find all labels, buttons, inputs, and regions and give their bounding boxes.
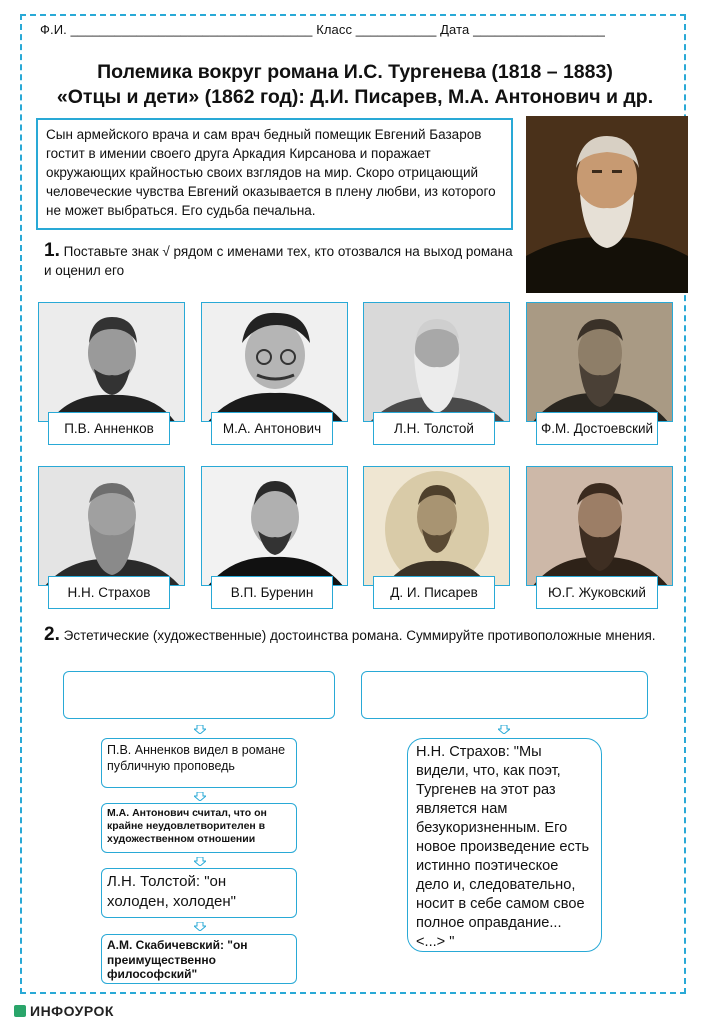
summary-right-input[interactable] bbox=[361, 671, 648, 719]
dostoevsky-portrait bbox=[526, 302, 673, 422]
class-label: Класс bbox=[316, 22, 353, 37]
intro-text-box: Сын армейского врача и сам врач бедный помещик Евгений Базаров гостит в имении своего друга Аркадия Кирсанова и поражает окружающих крайностью своих взглядов на мир. Скоро отрицающий человеческие чувства Евгений оказывается в плену любви, из которого не может выбраться. Его судьба печальна. bbox=[36, 118, 513, 230]
critic-name-label[interactable]: Д. И. Писарев bbox=[373, 576, 495, 609]
critic-name-label[interactable]: Ю.Г. Жуковский bbox=[536, 576, 658, 609]
critic-card-strakhov bbox=[38, 466, 185, 600]
task-2 bbox=[44, 625, 674, 645]
strakhov-portrait bbox=[38, 466, 185, 586]
pisarev-portrait bbox=[363, 466, 510, 586]
date-field[interactable]: __________________ bbox=[473, 22, 606, 37]
down-arrow-icon bbox=[194, 857, 206, 866]
critic-name-label[interactable]: Н.Н. Страхов bbox=[48, 576, 170, 609]
down-arrow-icon bbox=[194, 792, 206, 801]
task-2-number: 2. bbox=[44, 624, 60, 645]
critic-card-dostoevsky bbox=[526, 302, 673, 436]
page-title bbox=[30, 60, 680, 110]
tolstoy-portrait bbox=[363, 302, 510, 422]
zhukovsky-portrait bbox=[526, 466, 673, 586]
opinion-antonovich: М.А. Антонович считал, что он крайне неудовлетворителен в художественном отношении bbox=[101, 803, 297, 853]
summary-left-input[interactable] bbox=[63, 671, 335, 719]
down-arrow-icon bbox=[194, 922, 206, 931]
opinion-tolstoy: Л.Н. Толстой: "он холоден, холоден" bbox=[101, 868, 297, 918]
opinion-annenkov: П.В. Анненков видел в романе публичную проповедь bbox=[101, 738, 297, 788]
critic-card-annenkov bbox=[38, 302, 185, 436]
task-1-text: Поставьте знак √ рядом с именами тех, кто отозвался на выход романа и оценил его bbox=[44, 244, 513, 278]
critic-name-label[interactable]: М.А. Антонович bbox=[211, 412, 333, 445]
burenin-portrait bbox=[201, 466, 348, 586]
critic-card-antonovich bbox=[201, 302, 348, 436]
logo-text: ИНФОУРОК bbox=[30, 1003, 114, 1019]
student-info-line bbox=[40, 22, 670, 37]
down-arrow-icon bbox=[194, 725, 206, 734]
task-1 bbox=[44, 241, 514, 280]
critic-card-pisarev bbox=[363, 466, 510, 600]
infourok-logo bbox=[14, 1003, 114, 1019]
opinion-skabichevsky: А.М. Скабичевский: "он преимущественно философский" bbox=[101, 934, 297, 984]
critic-card-zhukovsky bbox=[526, 466, 673, 600]
infourok-logo-icon bbox=[14, 1005, 26, 1017]
critic-card-tolstoy bbox=[363, 302, 510, 436]
opinion-strakhov: Н.Н. Страхов: "Мы видели, что, как поэт, Тургенев на этот раз является нам безукоризненным. Его новое произведение есть истинно поэтическое дело и, следовательно, носит в себе самом свое полное оправдание... <...> " bbox=[407, 738, 602, 952]
down-arrow-icon bbox=[498, 725, 510, 734]
annenkov-portrait bbox=[38, 302, 185, 422]
critic-name-label[interactable]: П.В. Анненков bbox=[48, 412, 170, 445]
fio-label: Ф.И. bbox=[40, 22, 67, 37]
critic-name-label[interactable]: Л.Н. Толстой bbox=[373, 412, 495, 445]
critic-name-label[interactable]: Ф.М. Достоевский bbox=[536, 412, 658, 445]
date-label: Дата bbox=[440, 22, 470, 37]
fio-field[interactable]: _________________________________ bbox=[70, 22, 313, 37]
title-line-1: Полемика вокруг романа И.С. Тургенева (1818 – 1883) bbox=[97, 61, 613, 83]
critic-card-burenin bbox=[201, 466, 348, 600]
task-1-number: 1. bbox=[44, 240, 60, 261]
title-line-2: «Отцы и дети» (1862 год): Д.И. Писарев, М.А. Антонович и др. bbox=[56, 86, 654, 108]
task-2-text: Эстетические (художественные) достоинства романа. Суммируйте противоположные мнения. bbox=[63, 628, 656, 643]
critic-name-label[interactable]: В.П. Буренин bbox=[211, 576, 333, 609]
class-field[interactable]: ___________ bbox=[355, 22, 437, 37]
turgenev-portrait bbox=[526, 116, 688, 293]
antonovich-portrait bbox=[201, 302, 348, 422]
